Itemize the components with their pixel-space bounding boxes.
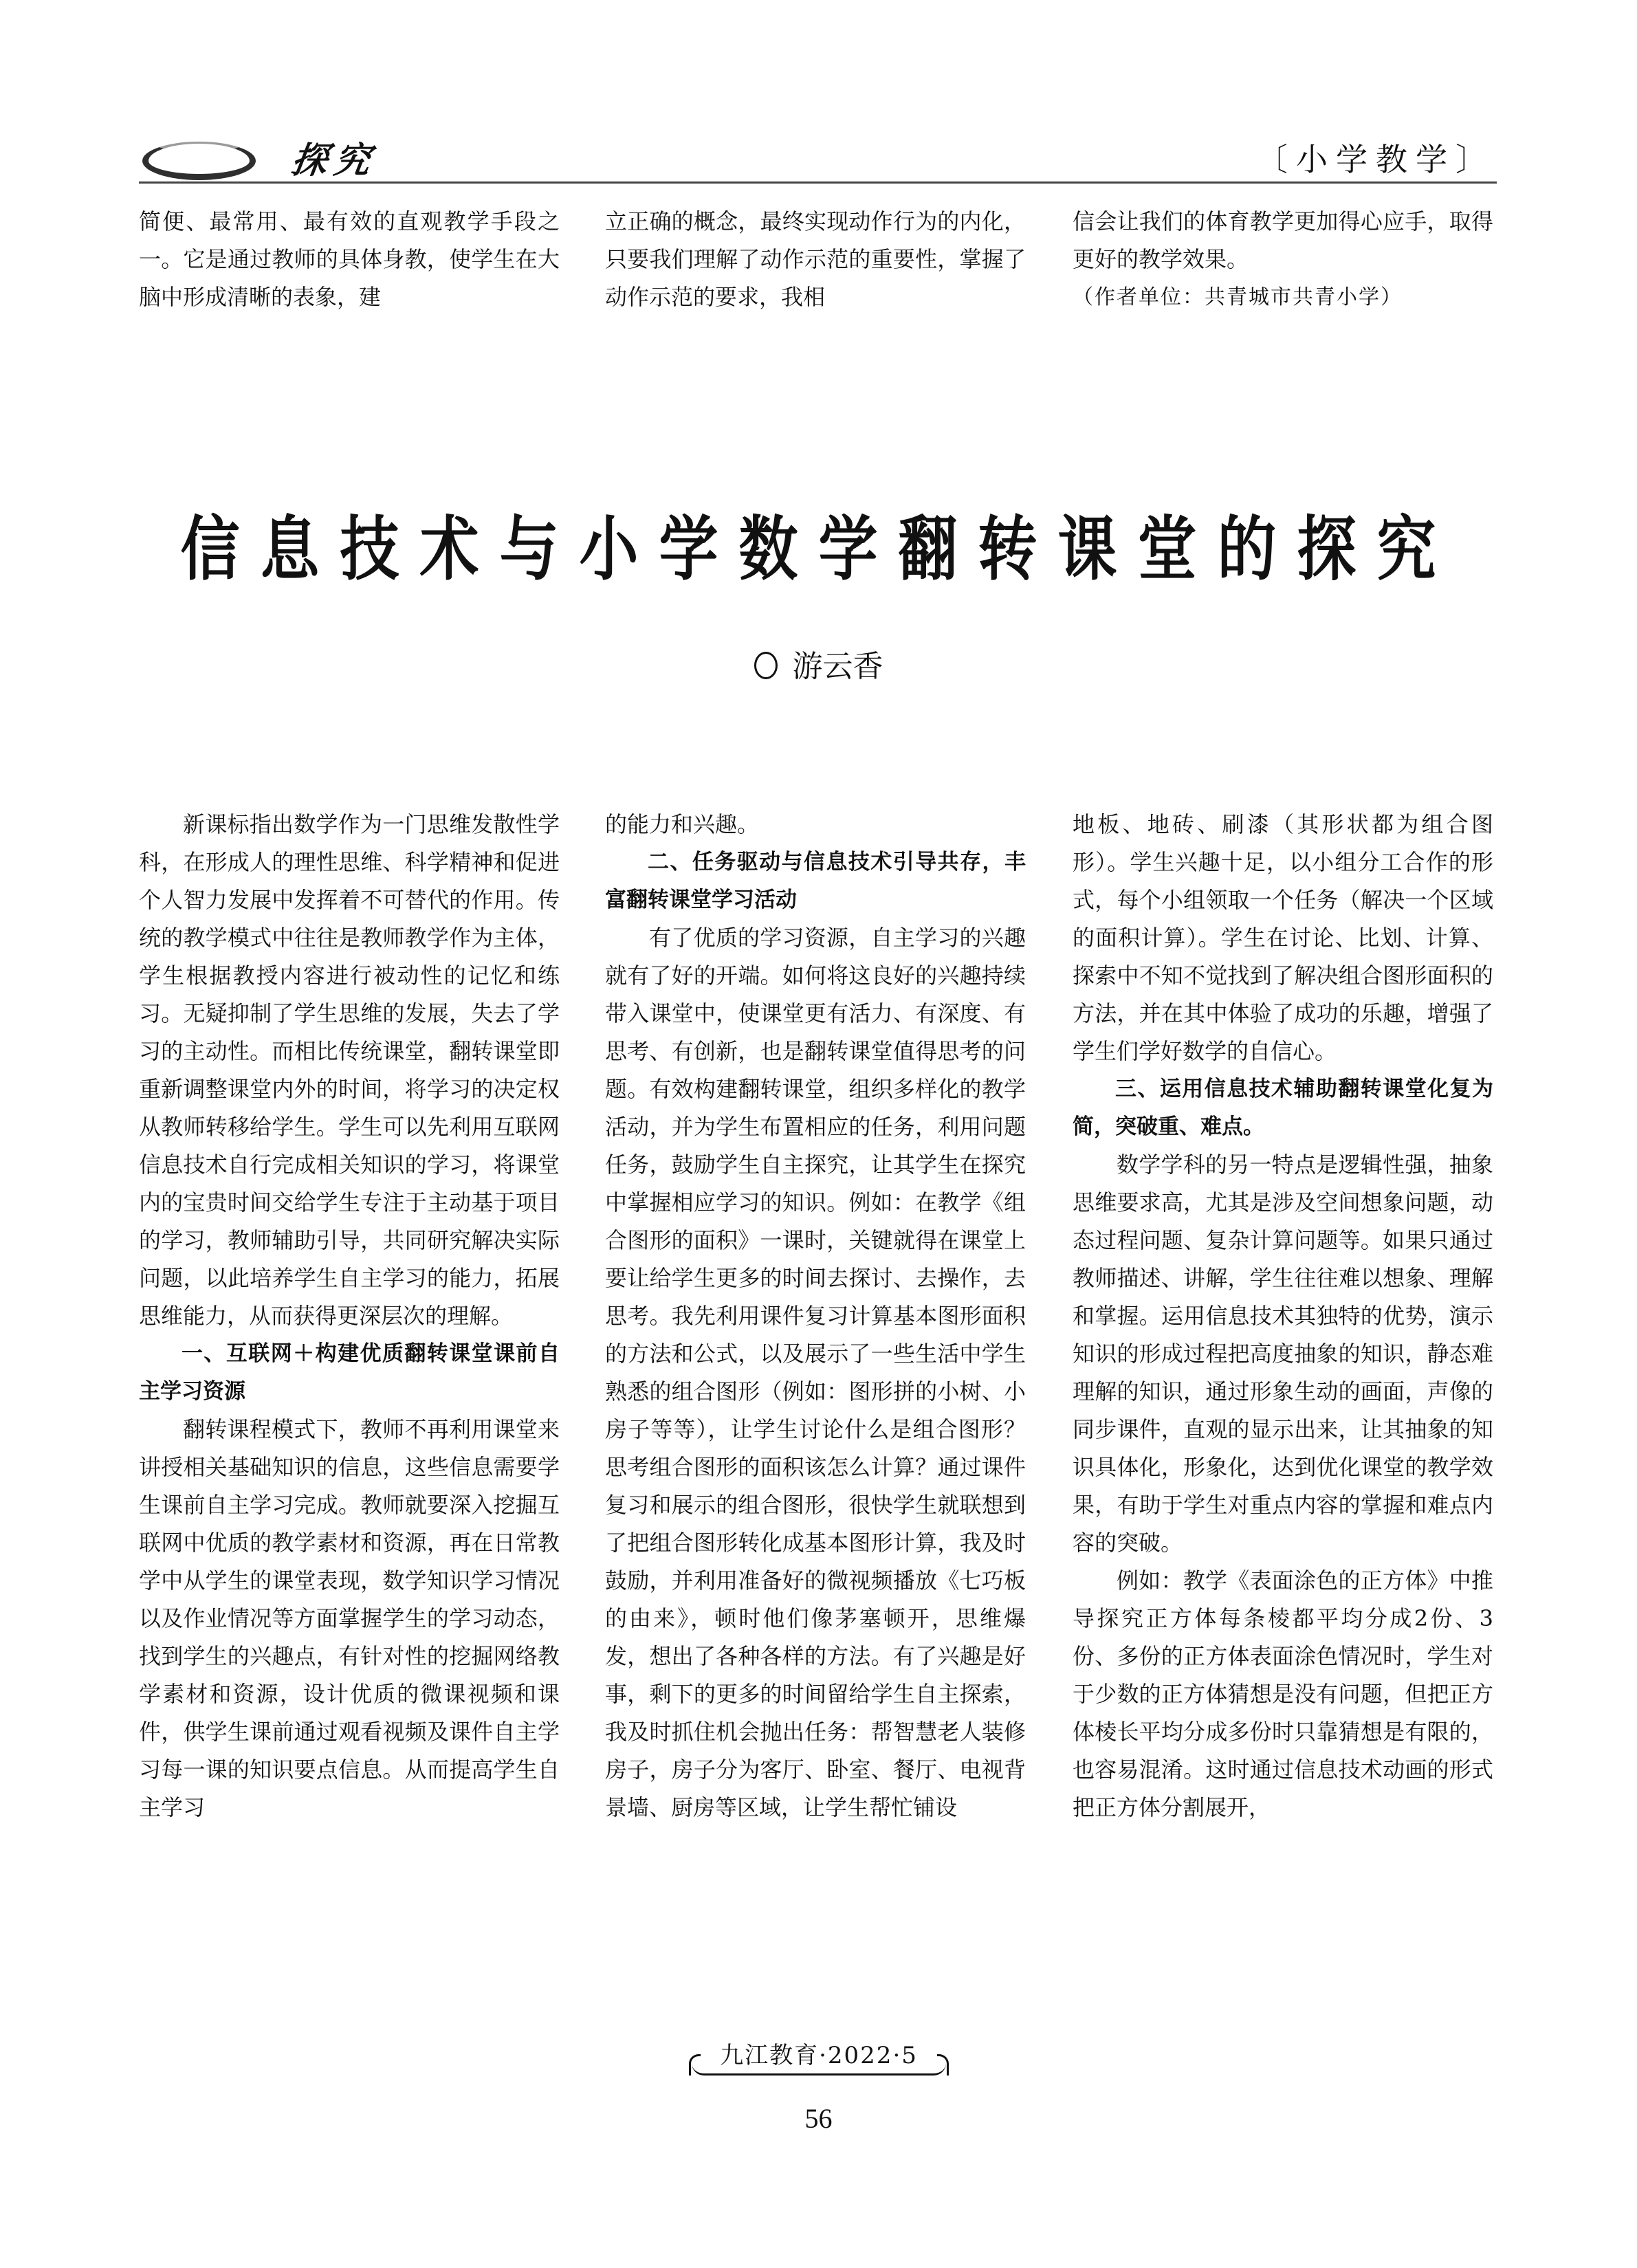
previous-article-affiliation: （作者单位：共青城市共青小学）	[1073, 285, 1403, 309]
section-logo-ellipse-icon	[142, 142, 256, 180]
column-label: 〔小学教学〕	[1256, 141, 1495, 178]
section2-heading: 二、任务驱动与信息技术引导共存，丰富翻转课堂学习活动	[605, 850, 1026, 912]
running-header	[139, 137, 1497, 184]
previous-article-col3	[1073, 203, 1493, 316]
section1-paragraph-continued: 的能力和兴趣。	[605, 811, 760, 837]
previous-article-text-1: 简便、最常用、最有效的直观教学手段之一。它是通过教师的具体身教，使学生在大脑中形成清晰的表象，建	[139, 208, 560, 310]
journal-issue-banner: 九江教育·2022·5	[692, 2040, 946, 2076]
section3-heading: 三、运用信息技术辅助翻转课堂化复为简，突破重、难点。	[1073, 1077, 1493, 1139]
previous-article-col2	[605, 203, 1026, 316]
intro-paragraph: 新课标指出数学作为一门思维发散性学科，在形成人的理性思维、科学精神和促进个人智力发展中发挥着不可替代的作用。传统的教学模式中往往是教师教学作为主体，学生根据教授内容进行被动性的记忆和练习。无疑抑制了学生思维的发展，失去了学习的主动性。而相比传统课堂，翻转课堂即重新调整课堂内外的时间，将学习的决定权从教师转移给学生。学生可以先利用互联网信息技术自行完成相关知识的学习，将课堂内的宝贵时间交给学生专注于主动基于项目的学习，教师辅助引导，共同研究解决实际问题，以此培养学生自主学习的能力，拓展思维能力，从而获得更深层次的理解。	[139, 811, 560, 1329]
article-column-2	[605, 806, 1026, 1827]
article-column-3	[1073, 806, 1493, 1827]
author-circle-icon	[754, 652, 778, 679]
previous-article-text-3: 信会让我们的体育教学更加得心应手，取得更好的教学效果。	[1073, 208, 1493, 272]
section1-paragraph: 翻转课程模式下，教师不再利用课堂来讲授相关基础知识的信息，这些信息需要学生课前自主学习完成。教师就要深入挖掘互联网中优质的教学素材和资源，再在日常教学中从学生的课堂表现，数学知识学习情况以及作业情况等方面掌握学生的学习动态，找到学生的兴趣点，有针对性的挖掘网络教学素材和资源，设计优质的微课视频和课件，供学生课前通过观看视频及课件自主学习每一课的知识要点信息。从而提高学生自主学习	[139, 1416, 560, 1820]
section2-paragraph: 有了优质的学习资源，自主学习的兴趣就有了好的开端。如何将这良好的兴趣持续带入课堂中，使课堂更有活力、有深度、有思考、有创新，也是翻转课堂值得思考的问题。有效构建翻转课堂，组织多样化的教学活动，并为学生布置相应的任务，利用问题任务，鼓励学生自主探究，让其学生在探究中掌握相应学习的知识。例如：在教学《组合图形的面积》一课时，关键就得在课堂上要让给学生更多的时间去探讨、去操作，去思考。我先利用课件复习计算基本图形面积的方法和公式，以及展示了一些生活中学生熟悉的组合图形（例如：图形拼的小树、小房子等等），让学生讨论什么是组合图形？思考组合图形的面积该怎么计算？通过课件复习和展示的组合图形，很快学生就联想到了把组合图形转化成基本图形计算，我及时鼓励，并利用准备好的微视频播放《七巧板的由来》，顿时他们像茅塞顿开，思维爆发，想出了各种各样的方法。有了兴趣是好事，剩下的更多的时间留给学生自主探索，我及时抓住机会抛出任务：帮智慧老人装修房子，房子分为客厅、卧室、餐厅、电视背景墙、厨房等区域，让学生帮忙铺设	[605, 925, 1026, 1820]
section1-heading: 一、互联网＋构建优质翻转课堂课前自主学习资源	[139, 1341, 560, 1404]
previous-article-col1	[139, 203, 560, 316]
section-label: 探究	[288, 140, 380, 181]
previous-article-text-2: 立正确的概念，最终实现动作行为的内化，只要我们理解了动作示范的重要性，掌握了动作示范的要求，我相	[605, 208, 1026, 310]
author-name: 游云香	[792, 649, 883, 684]
article-author	[0, 646, 1637, 687]
page-number: 56	[804, 2103, 833, 2134]
section3-paragraph: 数学学科的另一特点是逻辑性强，抽象思维要求高，尤其是涉及空间想象问题，动态过程问题、复杂计算问题等。如果只通过教师描述、讲解，学生往往难以想象、理解和掌握。运用信息技术其独特的优势，演示知识的形成过程把高度抽象的知识，静态难理解的知识，通过形象生动的画面，声像的同步课件，直观的显示出来，让其抽象的知识具体化，形象化，达到优化课堂的教学效果，有助于学生对重点内容的掌握和难点内容的突破。	[1073, 1152, 1493, 1556]
section2-paragraph-continued: 地板、地砖、刷漆（其形状都为组合图形）。学生兴趣十足，以小组分工合作的形式，每个小组领取一个任务（解决一个区域的面积计算）。学生在讨论、比划、计算、探索中不知不觉找到了解决组合图形面积的方法，并在其中体验了成功的乐趣，增强了学生们学好数学的自信心。	[1073, 811, 1493, 1064]
article-title: 信息技术与小学数学翻转课堂的探究	[180, 509, 1457, 591]
article-column-1	[139, 806, 560, 1827]
section3-example-paragraph: 例如：教学《表面涂色的正方体》中推导探究正方体每条棱都平均分成2份、3份、多份的正方体表面涂色情况时，学生对于少数的正方体猜想是没有问题，但把正方体棱长平均分成多份时只靠猜想是有限的，也容易混淆。这时通过信息技术动画的形式把正方体分割展开，	[1073, 1567, 1493, 1820]
